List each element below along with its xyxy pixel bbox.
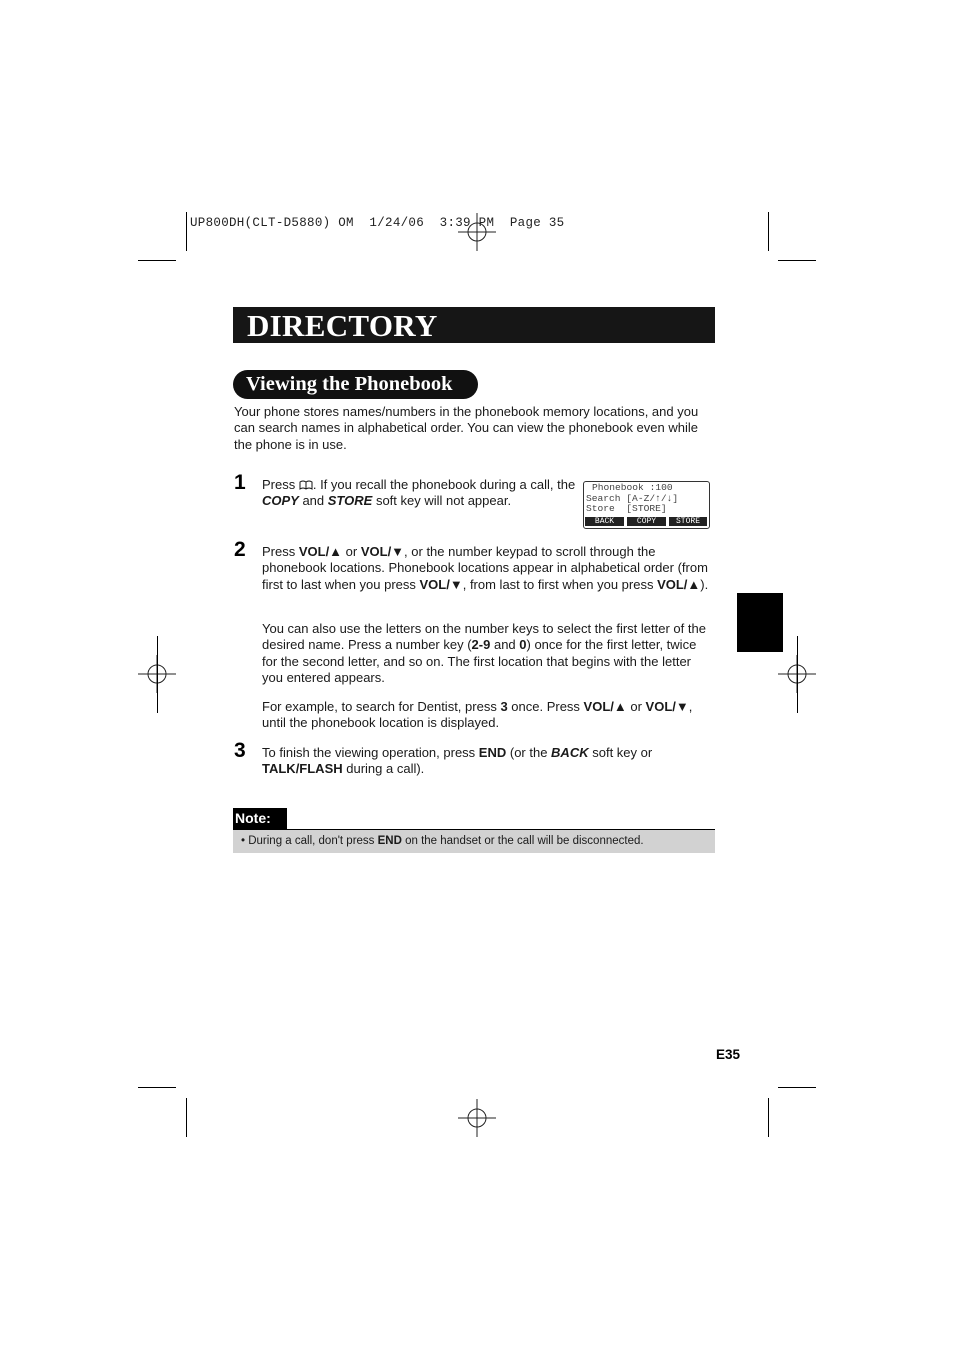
intro-paragraph: Your phone stores names/numbers in the phonebook memory locations, and you can search names in alphabetical order. You can view the phonebook even while the phone is in use. [234, 404, 699, 452]
crop-mark [186, 1098, 187, 1137]
print-header: UP800DH(CLT-D5880) OM 1/24/06 3:39 PM Page 35 [190, 216, 565, 230]
crop-mark [157, 636, 158, 713]
note-label: Note: [235, 810, 271, 826]
note-text: • During a call, don't press END on the handset or the call will be disconnected. [241, 835, 644, 847]
lcd-line: Phonebook :100 [592, 482, 673, 493]
page-title: DIRECTORY [247, 308, 438, 343]
registration-mark [458, 1099, 496, 1137]
step-number: 1 [234, 471, 246, 494]
store-softkey-label: STORE [327, 493, 373, 509]
step-3-text: To finish the viewing operation, press END (or the BACK soft key or TALK/FLASH during a call). [262, 745, 653, 777]
lcd-line: Search [A-Z/↑/↓] [586, 493, 679, 504]
lcd-line: Store [STORE] [586, 503, 667, 514]
crop-mark [768, 1098, 769, 1137]
copy-softkey-label: COPY [262, 493, 299, 509]
note-header [233, 808, 287, 829]
crop-mark [138, 1087, 176, 1088]
chapter-tab [737, 593, 783, 652]
note-box [233, 829, 715, 853]
crop-mark [186, 212, 187, 251]
crop-mark [778, 1087, 816, 1088]
section-heading [233, 370, 478, 399]
step-2-paragraph-3: For example, to search for Dentist, press 3 once. Press VOL/▲ or VOL/▼, until the phonebook location is displayed. [262, 699, 693, 731]
lcd-softkey-copy: COPY [627, 517, 666, 526]
page-number: E35 [716, 1047, 741, 1062]
crop-mark [768, 212, 769, 251]
section-title: Viewing the Phonebook [246, 373, 453, 395]
lcd-display [583, 481, 710, 529]
phonebook-icon [299, 480, 313, 490]
crop-mark [778, 260, 816, 261]
crop-mark [797, 636, 798, 713]
step-number: 2 [234, 538, 246, 561]
crop-mark [138, 260, 176, 261]
step-number: 3 [234, 739, 246, 762]
step-2-paragraph-1: Press VOL/▲ or VOL/▼, or the number keypad to scroll through the phonebook locations. Phonebook locations appear in alphabetical order (from first to last when you press VOL/▼, from last to first when you press VOL/▲). [262, 544, 709, 592]
step-1-text: Press . If you recall the phonebook during a call, the COPY and STORE soft key will not appear. [262, 477, 576, 509]
lcd-softkey-back: BACK [585, 517, 624, 526]
title-bar [233, 307, 715, 343]
lcd-softkey-store: STORE [669, 517, 707, 526]
step-2-paragraph-2: You can also use the letters on the number keys to select the first letter of the desired name. Press a number key (2-9 and 0) once for the first letter, twice for the second letter, and so on. The first location that begins with the letter you entered appears. [262, 621, 706, 685]
